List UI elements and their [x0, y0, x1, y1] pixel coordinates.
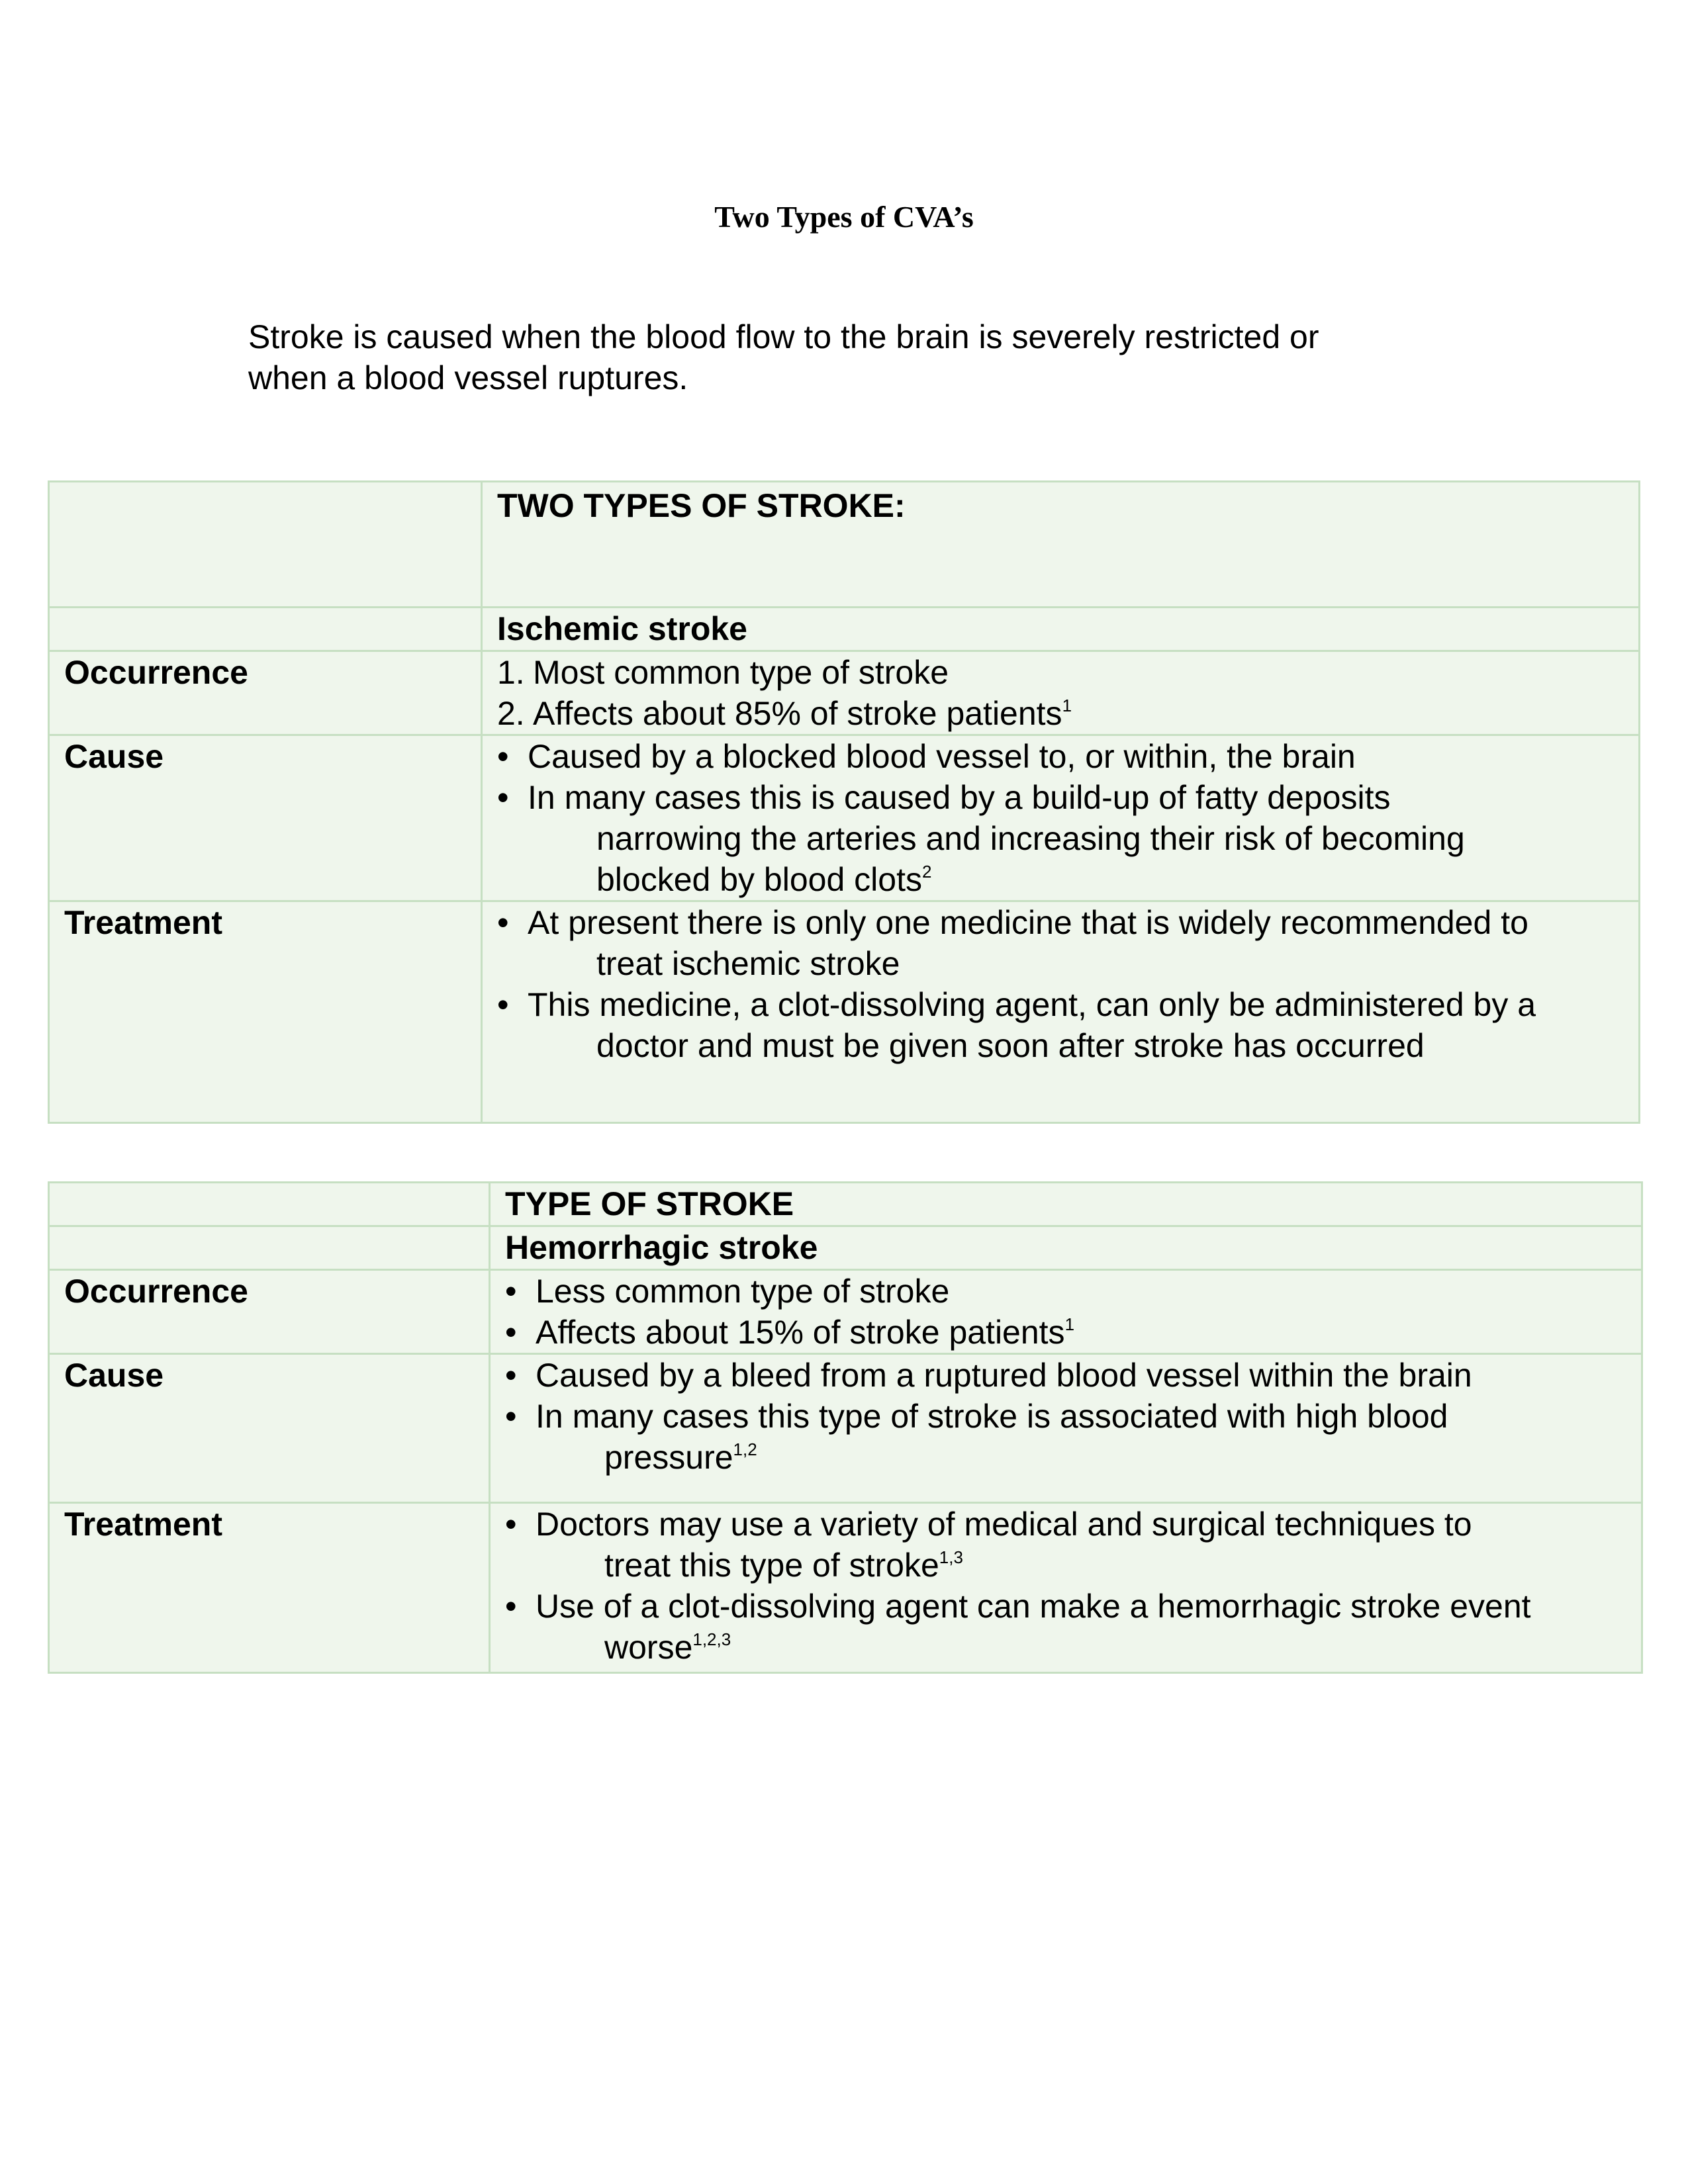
document-title: Two Types of CVA’s	[714, 200, 974, 234]
row-label-treatment: Treatment	[49, 1503, 490, 1673]
treatment-cell	[482, 901, 1640, 1123]
row-label-occurrence: Occurrence	[49, 1270, 490, 1354]
bullet: •	[505, 1398, 517, 1435]
list-item	[505, 1504, 1629, 1586]
list-item-text: At present there is only one medicine that is widely recommended to	[528, 904, 1528, 941]
stroke-type-name: Ischemic stroke	[482, 608, 1640, 651]
list-item-text: In many cases this is caused by a build-up of fatty deposits	[528, 779, 1391, 816]
list-item	[505, 1396, 1629, 1478]
list-item	[505, 1271, 1629, 1312]
footnote-ref: 2	[921, 862, 932, 882]
empty-cell	[49, 1183, 490, 1226]
intro-paragraph	[248, 316, 1506, 398]
bullet: •	[505, 1357, 517, 1394]
list-item	[505, 1355, 1629, 1396]
bullet: •	[497, 904, 509, 941]
list-item	[497, 902, 1626, 984]
row-label-cause: Cause	[49, 1354, 490, 1503]
list-item	[497, 984, 1626, 1066]
list-item-text: Doctors may use a variety of medical and surgical techniques to	[536, 1506, 1472, 1543]
list-item-text: This medicine, a clot-dissolving agent, can only be administered by a	[528, 986, 1536, 1023]
empty-cell	[49, 482, 482, 608]
table-header: TWO TYPES OF STROKE:	[482, 482, 1640, 608]
table-row	[49, 482, 1640, 608]
list-number: 1.	[497, 654, 525, 691]
table-row	[49, 735, 1640, 901]
list-item	[497, 777, 1626, 900]
list-item-text: Caused by a bleed from a ruptured blood vessel within the brain	[536, 1357, 1472, 1394]
table-row	[49, 1226, 1642, 1270]
occurrence-cell	[490, 1270, 1642, 1354]
list-item-text: blocked by blood clots	[596, 861, 922, 898]
cause-cell	[490, 1354, 1642, 1503]
table-row	[49, 1503, 1642, 1673]
table-row	[49, 651, 1640, 735]
list-item	[497, 693, 1626, 734]
bullet: •	[497, 986, 509, 1023]
list-item-continuation: treat ischemic stroke	[596, 945, 900, 982]
table-header: TYPE OF STROKE	[490, 1183, 1642, 1226]
list-item-text: Use of a clot-dissolving agent can make a hemorrhagic stroke event	[536, 1588, 1531, 1625]
list-item	[497, 736, 1626, 777]
list-item	[505, 1586, 1629, 1668]
list-item-text: pressure	[604, 1439, 733, 1476]
list-item-continuation: doctor and must be given soon after stroke has occurred	[596, 1027, 1425, 1064]
table-row	[49, 1270, 1642, 1354]
footnote-ref: 1	[1062, 696, 1072, 715]
empty-cell	[49, 1226, 490, 1270]
ischemic-stroke-table	[48, 480, 1640, 1124]
bullet: •	[497, 738, 509, 775]
bullet: •	[505, 1314, 517, 1351]
list-item	[497, 652, 1626, 693]
occurrence-cell	[482, 651, 1640, 735]
footnote-ref: 1,2	[733, 1439, 757, 1459]
bullet: •	[497, 779, 509, 816]
row-label-cause: Cause	[49, 735, 482, 901]
list-item-continuation	[536, 1545, 1629, 1586]
table-row	[49, 1354, 1642, 1503]
list-item-continuation	[528, 859, 1626, 900]
row-label-occurrence: Occurrence	[49, 651, 482, 735]
treatment-cell	[490, 1503, 1642, 1673]
stroke-type-name: Hemorrhagic stroke	[490, 1226, 1642, 1270]
list-item-text: In many cases this type of stroke is associated with high blood	[536, 1398, 1448, 1435]
bullet: •	[505, 1588, 517, 1625]
list-item-continuation	[536, 1627, 1629, 1668]
intro-line-1: Stroke is caused when the blood flow to the brain is severely restricted or	[248, 318, 1319, 355]
footnote-ref: 1,2,3	[692, 1629, 731, 1649]
list-item-continuation	[536, 1437, 1629, 1478]
table-row	[49, 608, 1640, 651]
list-item-text: Affects about 15% of stroke patients	[536, 1314, 1065, 1351]
list-item-continuation: narrowing the arteries and increasing their risk of becoming	[596, 820, 1465, 857]
list-item-text: Most common type of stroke	[533, 654, 949, 691]
list-item	[505, 1312, 1629, 1353]
bullet: •	[505, 1506, 517, 1543]
list-item-text: treat this type of stroke	[604, 1547, 939, 1584]
list-item-text: worse	[604, 1629, 693, 1666]
footnote-ref: 1	[1064, 1314, 1075, 1334]
list-item-text: Caused by a blocked blood vessel to, or within, the brain	[528, 738, 1356, 775]
empty-cell	[49, 608, 482, 651]
list-item-text: Affects about 85% of stroke patients	[533, 695, 1062, 732]
footnote-ref: 1,3	[939, 1547, 963, 1567]
list-number: 2.	[497, 695, 525, 732]
row-label-treatment: Treatment	[49, 901, 482, 1123]
intro-line-2: when a blood vessel ruptures.	[248, 359, 688, 396]
table-row	[49, 1183, 1642, 1226]
list-item-text: Less common type of stroke	[536, 1273, 950, 1310]
cause-cell	[482, 735, 1640, 901]
table-row	[49, 901, 1640, 1123]
hemorrhagic-stroke-table	[48, 1181, 1643, 1674]
bullet: •	[505, 1273, 517, 1310]
